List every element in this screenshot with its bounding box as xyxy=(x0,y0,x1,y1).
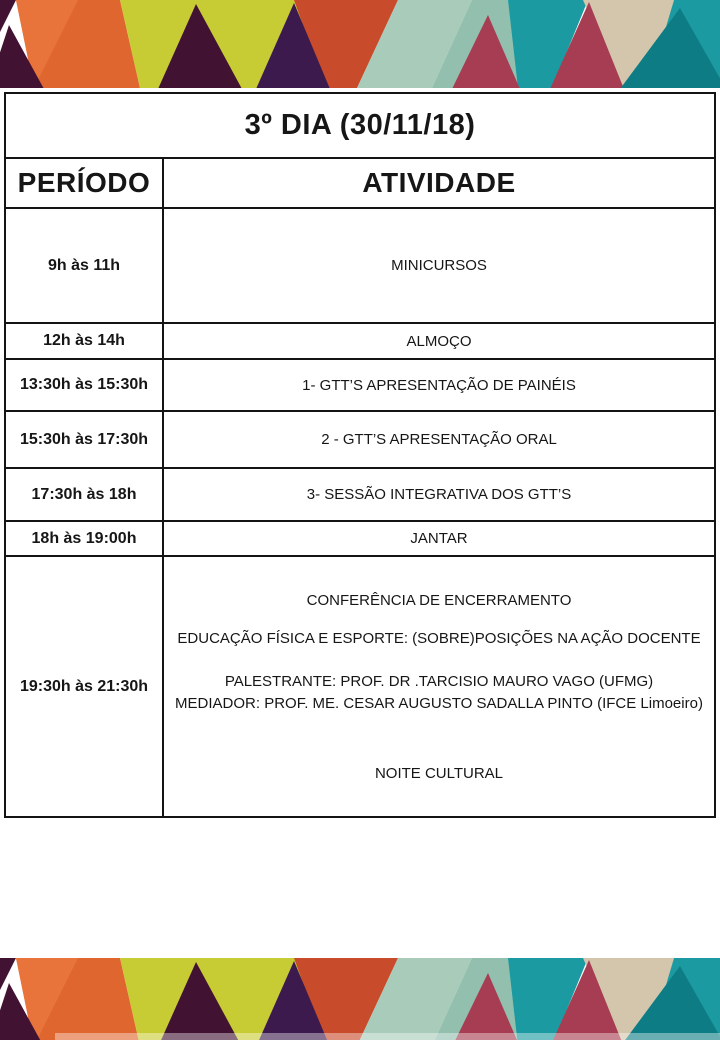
period-cell: 18h às 19:00h xyxy=(5,521,163,556)
activity-line-mediador: MEDIADOR: PROF. ME. CESAR AUGUSTO SADALLA PINTO (IFCE Limoeiro) xyxy=(175,695,703,712)
period-cell: 15:30h às 17:30h xyxy=(5,411,163,468)
table-header-row xyxy=(5,158,715,208)
table-row xyxy=(5,468,715,521)
table-row xyxy=(5,411,715,468)
column-header-atividade: ATIVIDADE xyxy=(163,158,715,208)
table-row xyxy=(5,556,715,817)
table-row xyxy=(5,323,715,359)
activity-cell-evening xyxy=(163,556,715,817)
schedule-table xyxy=(4,92,716,818)
table-row xyxy=(5,208,715,323)
period-cell: 19:30h às 21:30h xyxy=(5,556,163,817)
activity-cell: 1- GTT’S APRESENTAÇÃO DE PAINÉIS xyxy=(163,359,715,411)
table-row xyxy=(5,521,715,556)
bunting-triangle-plum-top-wedge xyxy=(0,0,16,32)
period-cell: 13:30h às 15:30h xyxy=(5,359,163,411)
column-header-periodo: PERÍODO xyxy=(5,158,163,208)
table-row xyxy=(5,359,715,411)
activity-cell: MINICURSOS xyxy=(163,208,715,323)
bunting-banner-top xyxy=(0,0,720,88)
activity-line-tema: EDUCAÇÃO FÍSICA E ESPORTE: (SOBRE)POSIÇÕES NA AÇÃO DOCENTE xyxy=(177,630,701,647)
activity-cell: JANTAR xyxy=(163,521,715,556)
page-title: 3º DIA (30/11/18) xyxy=(5,93,715,158)
period-cell: 9h às 11h xyxy=(5,208,163,323)
period-cell: 12h às 14h xyxy=(5,323,163,359)
activity-line-noite-cultural: NOITE CULTURAL xyxy=(374,765,504,782)
activity-cell: ALMOÇO xyxy=(163,323,715,359)
period-cell: 17:30h às 18h xyxy=(5,468,163,521)
table-title-row xyxy=(5,93,715,158)
activity-line-conferencia: CONFERÊNCIA DE ENCERRAMENTO xyxy=(306,592,572,609)
bunting-banner-bottom xyxy=(0,958,720,1040)
activity-line-palestrante: PALESTRANTE: PROF. DR .TARCISIO MAURO VAGO (UFMG) xyxy=(224,673,654,690)
bunting-bottom-light-band xyxy=(55,1033,720,1040)
activity-cell: 2 - GTT’S APRESENTAÇÃO ORAL xyxy=(163,411,715,468)
activity-cell: 3- SESSÃO INTEGRATIVA DOS GTT’S xyxy=(163,468,715,521)
